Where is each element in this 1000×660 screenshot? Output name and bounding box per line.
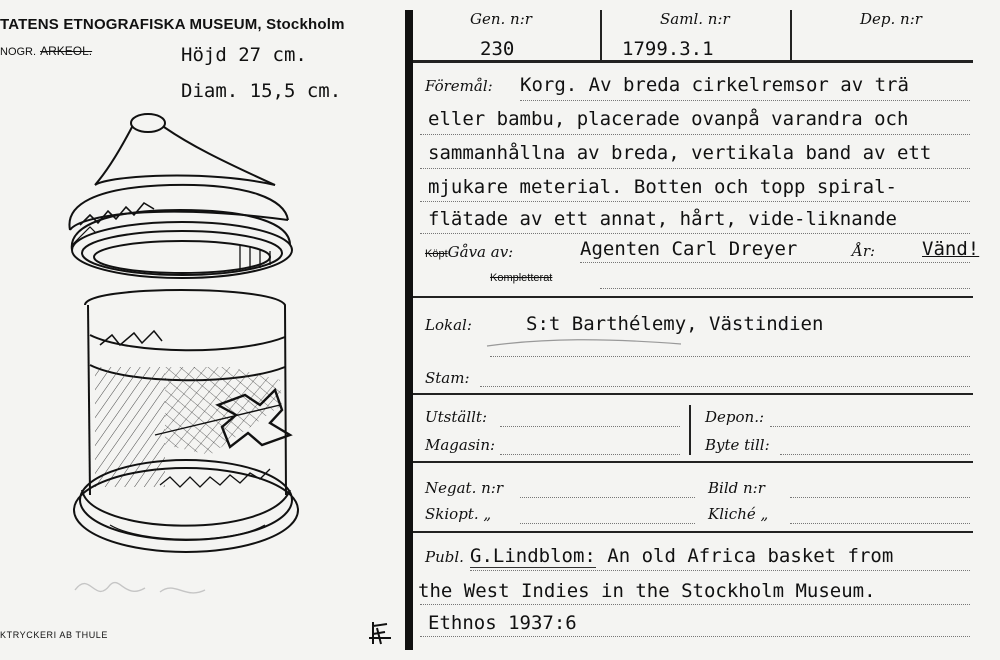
vand-text: Vänd! <box>922 238 980 260</box>
dotted-line <box>420 604 970 605</box>
foremal-line-1: Korg. Av breda cirkelremsor av trä <box>520 74 909 96</box>
dotted-line <box>520 523 695 524</box>
height-value: Höjd 27 cm. <box>181 44 307 66</box>
header-separator-2 <box>790 10 792 60</box>
negat-label: Negat. n:r <box>425 479 503 497</box>
saml-value: 1799.3.1 <box>622 38 714 60</box>
dotted-line <box>420 168 970 169</box>
foremal-line-4: mjukare meterial. Botten och topp spiral- <box>428 176 897 198</box>
skiopt-label: Skiopt. „ <box>425 505 492 523</box>
gen-value: 230 <box>480 38 515 60</box>
rule-utstallt <box>413 461 973 463</box>
gava-struck-prefix: Köpt <box>425 248 448 260</box>
pencil-scribble <box>65 560 225 620</box>
lokal-value: S:t Barthélemy, Västindien <box>526 313 824 335</box>
dotted-line <box>580 262 970 263</box>
card-divider <box>405 10 413 650</box>
department-line <box>0 44 92 58</box>
bild-label: Bild n:r <box>708 479 765 497</box>
kliche-label: Kliché „ <box>708 505 769 523</box>
magasin-label: Magasin: <box>425 436 496 454</box>
depon-label: Depon.: <box>705 408 765 426</box>
publ-line-1 <box>470 545 893 567</box>
dotted-line <box>420 233 970 234</box>
printer-imprint: KTRYCKERI AB THULE <box>0 630 108 640</box>
diameter-value: Diam. 15,5 cm. <box>181 80 342 102</box>
department-struck: ARKEOL. <box>40 44 93 58</box>
dotted-line <box>780 454 970 455</box>
pencil-underline <box>485 336 685 350</box>
lokal-label: Lokal: <box>425 316 472 334</box>
basket-drawing <box>50 105 310 565</box>
foremal-line-2: eller bambu, placerade ovanpå varandra och <box>428 108 909 130</box>
publ-title-1: An old Africa basket from <box>607 545 894 567</box>
gava-label: Gåva av: <box>447 243 514 261</box>
gava-value: Agenten Carl Dreyer <box>580 238 798 260</box>
byte-label: Byte till: <box>705 436 770 454</box>
gen-label: Gen. n:r <box>470 10 532 28</box>
year-label: År: <box>852 242 876 260</box>
dotted-line <box>790 497 970 498</box>
dotted-line <box>520 497 695 498</box>
utstallt-separator <box>689 405 691 455</box>
foremal-line-3: sammanhållna av breda, vertikala band av ett <box>428 142 932 164</box>
foremal-line-5: flätade av ett annat, hårt, vide-liknande <box>428 208 897 230</box>
dotted-line <box>420 134 970 135</box>
ink-mark-icon <box>365 616 395 648</box>
gava-row <box>425 242 513 261</box>
dotted-line <box>420 201 970 202</box>
dotted-line <box>420 636 970 637</box>
museum-title: TATENS ETNOGRAFISKA MUSEUM, Stockholm <box>0 16 345 33</box>
publ-label: Publ. <box>425 548 464 566</box>
publ-line-2: the West Indies in the Stockholm Museum. <box>418 580 876 602</box>
department-prefix: NOGR. <box>0 46 37 58</box>
dotted-line <box>490 356 970 357</box>
dotted-line <box>520 100 970 101</box>
dotted-line <box>790 523 970 524</box>
publ-author: G.Lindblom: <box>470 545 596 567</box>
header-separator-1 <box>600 10 602 60</box>
utstallt-label: Utställt: <box>425 408 488 426</box>
rule-negat <box>413 531 973 533</box>
dep-label: Dep. n:r <box>860 10 922 28</box>
dotted-line <box>770 426 970 427</box>
dotted-line <box>500 426 680 427</box>
dotted-line <box>500 454 680 455</box>
stam-label: Stam: <box>425 369 470 387</box>
foremal-label: Föremål: <box>425 77 493 95</box>
publ-line-3: Ethnos 1937:6 <box>428 612 577 634</box>
dotted-line <box>600 288 970 289</box>
dotted-line <box>470 570 970 571</box>
rule-gava <box>413 296 973 298</box>
dotted-line <box>480 386 970 387</box>
rule-header <box>413 60 973 63</box>
rule-stam <box>413 393 973 395</box>
vand-note <box>922 238 979 260</box>
kompletterat-struck: Kompletterat <box>490 272 553 284</box>
saml-label: Saml. n:r <box>660 10 730 28</box>
